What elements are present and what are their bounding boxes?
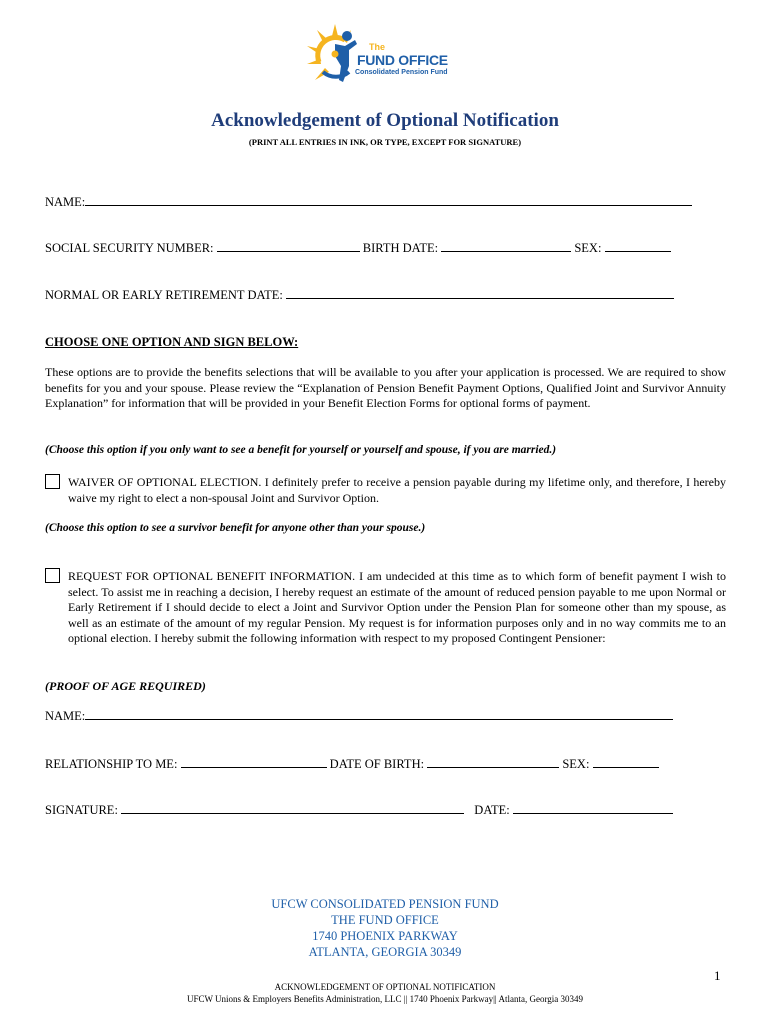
page-subtitle: (PRINT ALL ENTRIES IN INK, OR TYPE, EXCEPT FOR SIGNATURE) bbox=[248, 137, 522, 147]
sun-figure-icon bbox=[305, 22, 365, 86]
page-number: 1 bbox=[714, 968, 721, 983]
intro-paragraph: These options are to provide the benefits selections that will be available to you after your application is processed. We are required to show benefits for you and your spouse. Please review the “Explanation of Pension Benefit Payment Options, Qualified Joint and Survivor Annuity Explanation” for information that will be provided in your Benefit Election Forms for optional forms of payment. bbox=[45, 365, 726, 411]
address-line-4: ATLANTA, GEORGIA 30349 bbox=[308, 945, 462, 959]
option1-instruction: (Choose this option if you only want to see a benefit for yourself or yourself and spouse, if you are married.) bbox=[45, 444, 557, 456]
name-input-line[interactable] bbox=[85, 204, 692, 206]
relationship-dob-sex-row bbox=[45, 757, 659, 772]
retirement-date-row bbox=[45, 288, 674, 303]
footer-address: UFCW Unions & Employers Benefits Administration, LLC || 1740 Phoenix Parkway|| Atlanta, Georgia 30349 bbox=[186, 994, 584, 1004]
pensioner-name-label: NAME: bbox=[45, 709, 86, 723]
birth-date-input-line[interactable] bbox=[441, 250, 571, 252]
retirement-date-label: NORMAL OR EARLY RETIREMENT DATE: bbox=[45, 288, 283, 302]
ssn-input-line[interactable] bbox=[217, 250, 360, 252]
request-info-text: REQUEST FOR OPTIONAL BENEFIT INFORMATION. I am undecided at this time as to which form of benefit payment I wish to select. To assist me in reaching a decision, I hereby request an estimate of the amount of reduced pension payable to me upon Normal or Early Retirement if I should decide to elect a Joint and Survivor Option under the Pension Plan for someone other than my spouse, as well as an estimate of the amount of my regular Pension. My request is for information purposes only and in no way commits me to an optional election. I hereby submit the following information with respect to my proposed Contingent Pensioner: bbox=[68, 569, 726, 646]
birth-date-label: BIRTH DATE: bbox=[362, 241, 439, 255]
pensioner-name-row bbox=[45, 709, 673, 724]
address-block bbox=[0, 896, 770, 960]
dob-label: DATE OF BIRTH: bbox=[329, 757, 425, 771]
retirement-date-input-line[interactable] bbox=[286, 297, 674, 299]
sex-input-line[interactable] bbox=[605, 250, 671, 252]
address-line-3: 1740 PHOENIX PARKWAY bbox=[312, 929, 458, 943]
relationship-input-line[interactable] bbox=[181, 766, 327, 768]
address-line-2: THE FUND OFFICE bbox=[331, 913, 439, 927]
footer-title: ACKNOWLEDGEMENT OF OPTIONAL NOTIFICATION bbox=[274, 982, 496, 992]
proof-of-age-note: (PROOF OF AGE REQUIRED) bbox=[45, 679, 206, 693]
waiver-checkbox[interactable] bbox=[45, 474, 60, 489]
pensioner-sex-label: SEX: bbox=[562, 757, 590, 771]
logo-main-text: FUND OFFICE bbox=[357, 52, 448, 68]
option2-instruction: (Choose this option to see a survivor benefit for anyone other than your spouse.) bbox=[45, 522, 426, 534]
sex-label: SEX: bbox=[574, 241, 602, 255]
request-info-checkbox[interactable] bbox=[45, 568, 60, 583]
name-label: NAME: bbox=[45, 195, 86, 209]
logo-small-text: The bbox=[369, 42, 386, 52]
relationship-label: RELATIONSHIP TO ME: bbox=[45, 757, 178, 771]
ssn-birth-sex-row bbox=[45, 241, 671, 256]
pensioner-name-input-line[interactable] bbox=[85, 718, 673, 720]
date-input-line[interactable] bbox=[513, 812, 673, 814]
signature-input-line[interactable] bbox=[121, 812, 464, 814]
dob-input-line[interactable] bbox=[427, 766, 559, 768]
address-line-1: UFCW CONSOLIDATED PENSION FUND bbox=[271, 897, 499, 911]
page-title: Acknowledgement of Optional Notification bbox=[211, 110, 559, 131]
logo-sub-text: Consolidated Pension Fund bbox=[355, 69, 448, 76]
fund-office-logo bbox=[305, 22, 465, 86]
signature-date-row bbox=[45, 803, 673, 818]
name-field-row bbox=[45, 195, 692, 210]
section-heading: CHOOSE ONE OPTION AND SIGN BELOW: bbox=[45, 335, 299, 349]
waiver-text: WAIVER OF OPTIONAL ELECTION. I definitely prefer to receive a pension payable during my lifetime only, and therefore, I hereby waive my right to elect a non-spousal Joint and Survivor Option. bbox=[68, 475, 726, 505]
pensioner-sex-input-line[interactable] bbox=[593, 766, 659, 768]
signature-label: SIGNATURE: bbox=[45, 803, 118, 817]
date-label: DATE: bbox=[474, 803, 510, 817]
ssn-label: SOCIAL SECURITY NUMBER: bbox=[45, 241, 214, 255]
